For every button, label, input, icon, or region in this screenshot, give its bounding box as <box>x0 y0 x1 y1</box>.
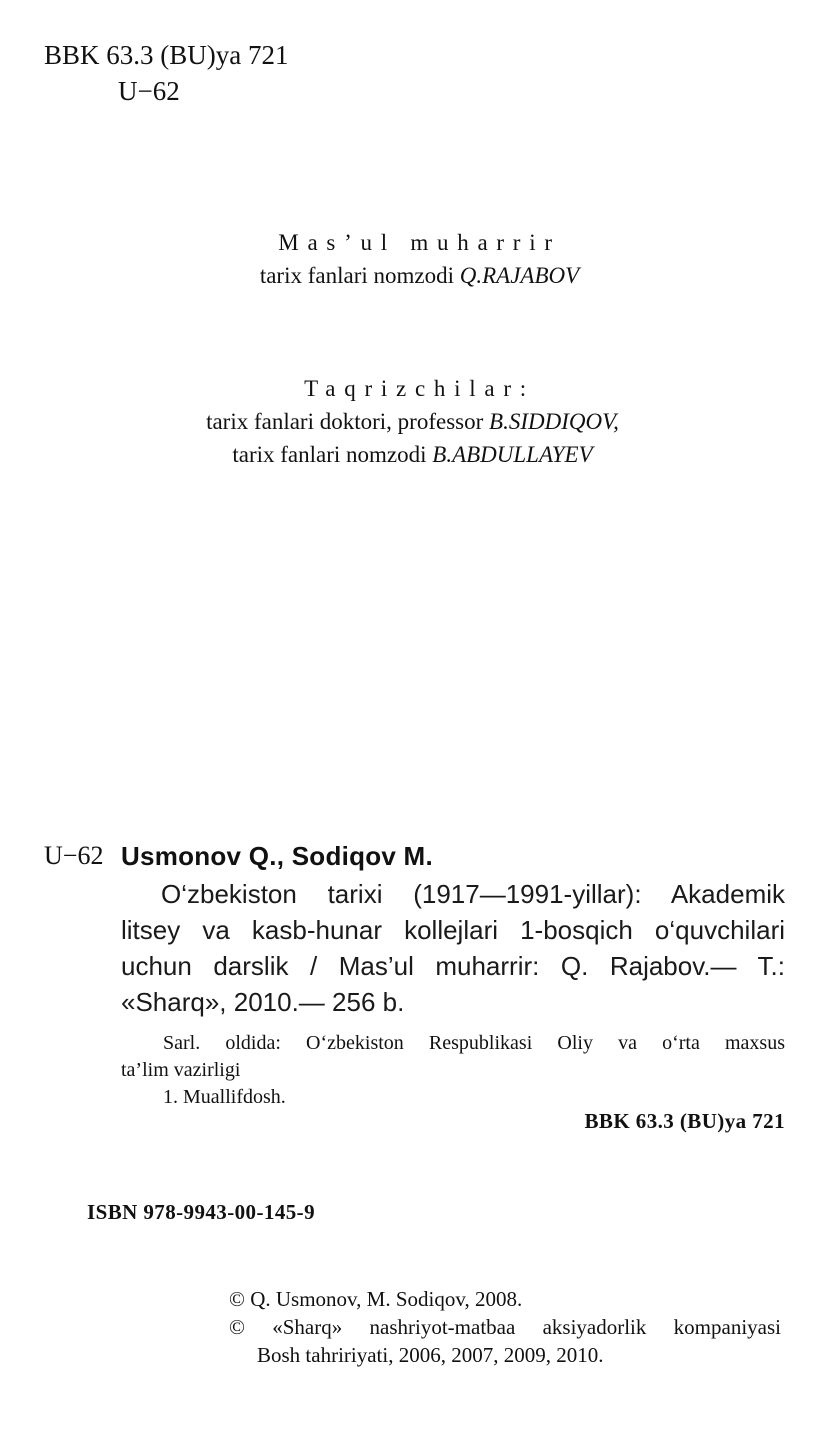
reviewers-role-label: Taqrizchilar: <box>304 376 535 401</box>
card-bbk-classification: BBK 63.3 (BU)ya 721 <box>584 1109 785 1133</box>
author-sign-code: U−62 <box>118 76 180 106</box>
card-authors: Usmonov Q., Sodiqov M. <box>121 841 433 871</box>
card-description-line: «Sharq», 2010.— 256 b. <box>121 987 405 1017</box>
copyright-line: © «Sharq» nashriyot-matbaa aksiyadorlik kompaniyasi <box>229 1315 781 1339</box>
bbk-classification: BBK 63.3 (BU)ya 721 <box>44 40 289 70</box>
copyright-line: © Q. Usmonov, M. Sodiqov, 2008. <box>229 1287 523 1311</box>
card-author-sign: U−62 <box>44 841 104 870</box>
reviewer-title: tarix fanlari nomzodi <box>232 442 427 467</box>
editor-name: Q.RAJABOV <box>459 263 580 288</box>
reviewer-line <box>0 438 825 471</box>
editor-role-label: Mas’ul muharrir <box>278 230 561 255</box>
reviewers-block <box>0 372 825 471</box>
editor-block <box>0 226 825 292</box>
card-description <box>121 876 785 1020</box>
editor-line <box>14 259 825 292</box>
copyright-block <box>229 1285 781 1369</box>
reviewer-line <box>0 405 825 438</box>
reviewer-title: tarix fanlari doktori, professor <box>206 409 484 434</box>
isbn-number: ISBN 978-9943-00-145-9 <box>87 1200 315 1224</box>
reviewer-name: B.SIDDIQOV, <box>489 409 619 434</box>
card-note-line: Sarl. oldida: O‘zbekiston Respublikasi Oliy va o‘rta maxsus <box>163 1032 785 1054</box>
card-note-line: 1. Muallifdosh. <box>163 1086 286 1108</box>
copyright-line: Bosh tahririyati, 2006, 2007, 2009, 2010. <box>257 1343 604 1367</box>
reviewer-name: B.ABDULLAYEV <box>432 442 593 467</box>
card-notes <box>121 1030 785 1111</box>
card-description-line: uchun darslik / Mas’ul muharrir: Q. Rajabov.— T.: <box>121 951 785 981</box>
card-description-line: O‘zbekiston tarixi (1917—1991-yillar): Akademik <box>161 879 785 909</box>
editor-title: tarix fanlari nomzodi <box>259 263 454 288</box>
card-description-line: litsey va kasb-hunar kollejlari 1-bosqich o‘quvchilari <box>121 915 785 945</box>
card-note-line: ta’lim vazirligi <box>121 1059 241 1081</box>
